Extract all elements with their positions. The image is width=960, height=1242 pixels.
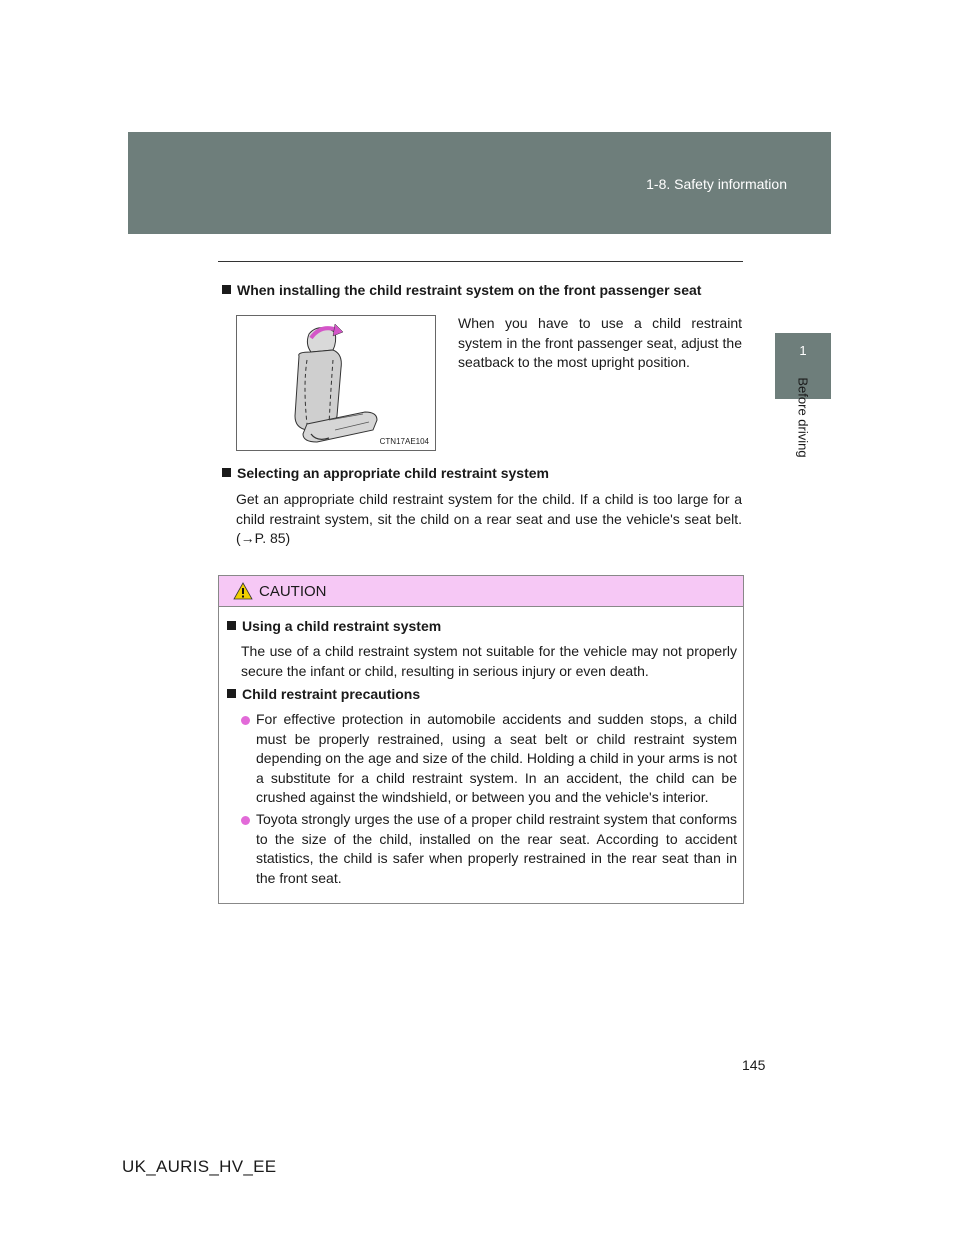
- bullet-dot-icon: [241, 816, 250, 825]
- square-bullet-icon: [222, 468, 231, 477]
- caution-using-body: The use of a child restraint system not suitable for the vehicle may not properly secure the infant or child, resulting in serious injury or even death.: [241, 643, 737, 679]
- caution-precautions-heading: [227, 686, 420, 702]
- caution-bullet-1: For effective protection in automobile accidents and sudden stops, a child must be properly restrained, using a seat belt or child restraint system depending on the age and size of the child. Holding a child in your arms is not a substitute for a child restraint system. In an accident, the child can be crushed against the windshield, or between you and the vehicle's interior.: [256, 711, 737, 805]
- caution-using-heading-text: Using a child restraint system: [242, 618, 442, 634]
- front-seat-heading-text: When installing the child restraint system on the front passenger seat: [237, 282, 702, 298]
- caution-header: [219, 576, 743, 607]
- selecting-heading-text: Selecting an appropriate child restraint system: [237, 465, 549, 481]
- square-bullet-icon: [222, 285, 231, 294]
- document-code: UK_AURIS_HV_EE: [122, 1157, 277, 1176]
- caution-title: CAUTION: [259, 583, 327, 600]
- seat-adjust-illustration: [237, 316, 435, 450]
- chapter-number: 1: [799, 343, 807, 358]
- section-divider: [218, 261, 743, 262]
- chapter-label: Before driving: [795, 377, 811, 458]
- figure-code: CTN17AE104: [379, 437, 429, 446]
- front-seat-body: When you have to use a child restraint system in the front passenger seat, adjust the seatback to the most upright position.: [458, 315, 742, 370]
- caution-using-heading: [227, 618, 441, 634]
- square-bullet-icon: [227, 621, 236, 630]
- seat-figure: [236, 315, 436, 451]
- caution-bullet-2: Toyota strongly urges the use of a proper child restraint system that conforms to the size of the child, installed on the rear seat. According to accident statistics, the child is safer when properly restrained in the rear seat than in the front seat.: [256, 811, 737, 886]
- page-number: 145: [742, 1057, 766, 1073]
- selecting-heading: [222, 465, 549, 481]
- caution-box: [218, 575, 744, 904]
- section-title: 1-8. Safety information: [646, 176, 787, 192]
- caution-precautions-heading-text: Child restraint precautions: [242, 686, 421, 702]
- selecting-body: Get an appropriate child restraint system for the child. If a child is too large for a child restraint system, sit the child on a rear seat and use the vehicle's seat belt. (→P. 85): [236, 491, 742, 546]
- warning-triangle-icon: [233, 582, 253, 600]
- front-seat-heading: [222, 282, 701, 298]
- bullet-dot-icon: [241, 716, 250, 725]
- header-band: [128, 132, 831, 234]
- square-bullet-icon: [227, 689, 236, 698]
